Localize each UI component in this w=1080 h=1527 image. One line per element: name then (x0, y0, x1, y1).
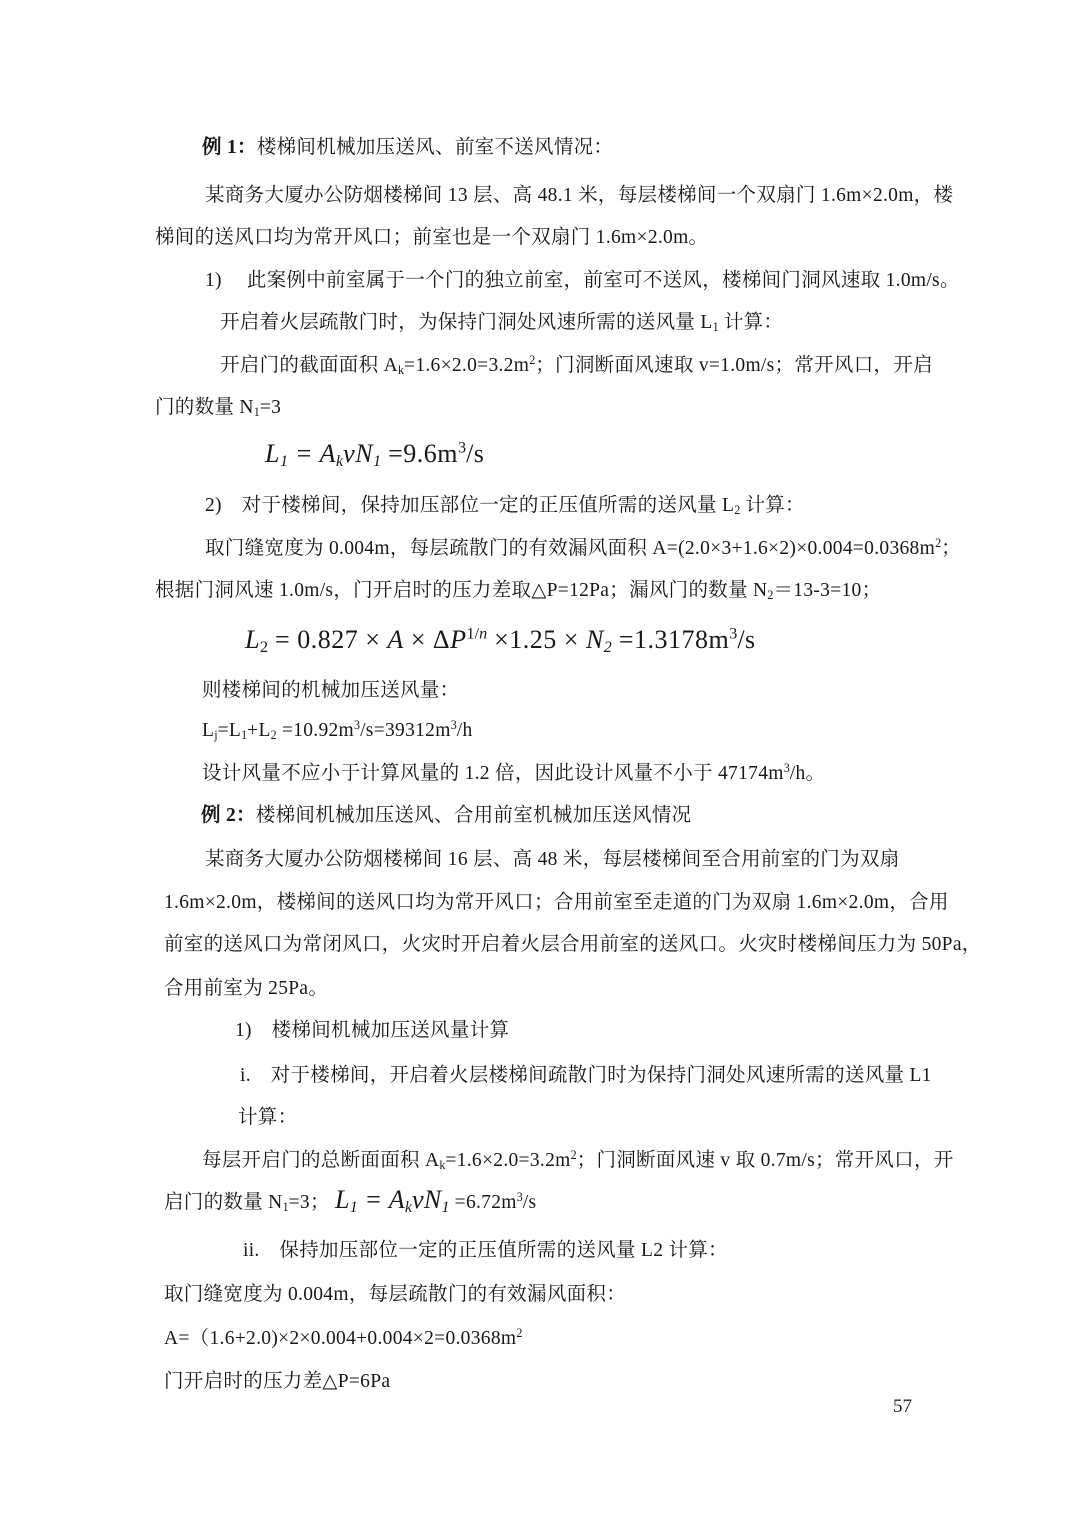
example2-item1: 1) 楼梯间机械加压送风量计算 (235, 1020, 510, 1041)
example1-area-line2: 门的数量 $N_1=3$ (155, 397, 282, 420)
example2-item1-ii: ii. 保持加压部位一定的正压值所需的送风量 L2 计算： (243, 1240, 728, 1261)
example1-total-formula: $L_j=L_1+L_2 =10.92m^3/s=39312m^3/h$ (202, 717, 473, 743)
example1-area-line1: 开启门的截面面积 $A_k=1.6\times 2.0=3.2m^2$；门洞断面风速取 v=1.0m/s；常开风口，开启 (220, 352, 933, 378)
example2-item1-i-line1: i. 对于楼梯间，开启着火层楼梯间疏散门时为保持门洞处风速所需的送风量 L1 (240, 1065, 932, 1086)
example2-intro-line1: 某商务大厦办公防烟楼梯间 16 层、高 48 米，每层楼梯间至合用前室的门为双扇 (205, 849, 900, 870)
example2-intro-line2: 1.6m×2.0m，楼梯间的送风口均为常开风口；合用前室至走道的门为双扇 1.6m×2.0m，合用 (164, 892, 949, 913)
example1-total-label: 则楼梯间的机械加压送风量： (202, 680, 460, 701)
example2-leakage-label: 取门缝宽度为 0.004m，每层疏散门的有效漏风面积： (164, 1284, 627, 1305)
example1-item1-sub1: 开启着火层疏散门时，为保持门洞处风速所需的送风量 $L_1$ 计算： (220, 312, 784, 335)
example1-leakage-line1: 取门缝宽度为 0.004m，每层疏散门的有效漏风面积 $A=(2.0\times 3+1.6\times 2)\times 0.004=0.0368m^2$； (205, 535, 961, 559)
example2-intro-line3: 前室的送风口为常闭风口，火灾时开启着火层合用前室的送风口。火灾时楼梯间压力为 50Pa， (164, 934, 982, 955)
example2-heading: 例 2：楼梯间机械加压送风、合用前室机械加压送风情况 (201, 805, 692, 826)
example1-design-flow: 设计风量不应小于计算风量的 1.2 倍，因此设计风量不小于 $47174m^3/h$。 (202, 760, 826, 784)
formula-l1: $L_1 = A_kvN_1 =9.6m^3/s$ (265, 439, 485, 471)
example1-heading: 例 1：楼梯间机械加压送风、前室不送风情况： (202, 137, 614, 158)
page-number: 57 (893, 1396, 912, 1417)
example2-area-line1: 每层开启门的总断面面积 $A_k=1.6\times 2.0=3.2m^2$；门洞断面风速 v 取 0.7m/s；常开风口，开 (202, 1147, 954, 1173)
example2-item1-i-line2: 计算： (238, 1107, 298, 1128)
example1-intro-line1: 某商务大厦办公防烟楼梯间 13 层、高 48.1 米，每层楼梯间一个双扇门 1.6m×2.0m，楼 (205, 185, 954, 206)
example1-item2: 2) 对于楼梯间，保持加压部位一定的正压值所需的送风量 $L_2$ 计算： (205, 495, 805, 518)
example1-item1: 1) 此案例中前室属于一个门的独立前室，前室可不送风，楼梯间门洞风速取 1.0m/s。 (205, 270, 960, 291)
example1-intro-line2: 梯间的送风口均为常开风口；前室也是一个双扇门 1.6m×2.0m。 (155, 227, 709, 248)
example2-area-line2-with-formula: 启门的数量 $N_1=3$； $L_1 = A_kvN_1 =6.72m^3/s$ (164, 1185, 537, 1216)
example2-leakage-formula: $A=(1.6+2.0)\times 2\times 0.004+0.004\times 2=0.0368m^2$ (164, 1325, 523, 1349)
example2-pressure-diff: 门开启时的压力差△P=6Pa (164, 1371, 391, 1392)
formula-l2: $L_2 = 0.827 \times A \times \Delta P^{1/n} \times 1.25 \times N_2 =1.3178m^3/s$ (245, 625, 756, 657)
example2-intro-line4: 合用前室为 25Pa。 (164, 978, 329, 999)
example1-leakage-line2: 根据门洞风速 1.0m/s，门开启时的压力差取△P=12Pa；漏风门的数量 $N_2=13-3=10$； (155, 580, 882, 603)
